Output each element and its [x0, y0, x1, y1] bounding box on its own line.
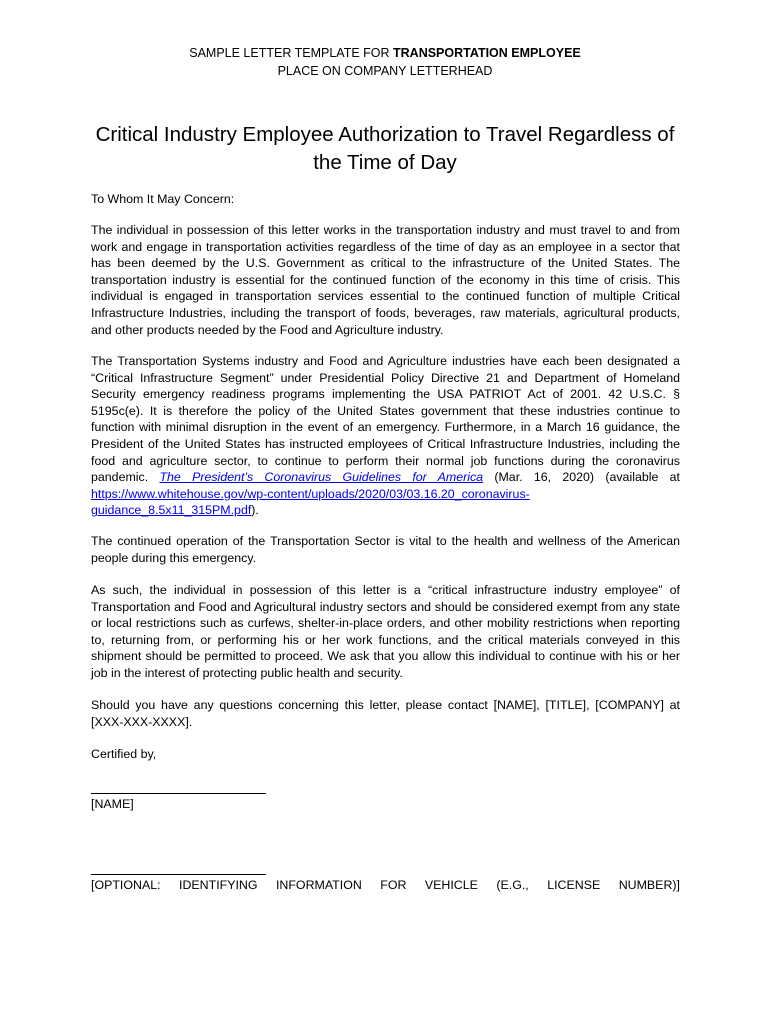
letter-title: Critical Industry Employee Authorization to Travel Regardless of the Time of Day: [95, 123, 675, 174]
signature-name: [NAME]: [91, 797, 134, 811]
optional-word: (E.G.,: [496, 878, 529, 892]
whitehouse-url-link[interactable]: https://www.whitehouse.gov/wp-content/uploads/2020/03/03.16.20_coronavirus-guidance_8.5x11_315PM.pdf: [91, 486, 530, 518]
paragraph-4: As such, the individual in possession of this letter is a “critical infrastructure industry employee” of Transportation and Food and Agricultural industry sectors and should be considered exempt from any state or local restrictions such as curfews, shelter-in-place orders, and other mobility restrictions when reporting to, returning from, or performing his or her work functions, and the critical materials conveyed in this shipment should be permitted to proceed. We ask that you allow this individual to continue with his or her job in the interest of protecting public health and security.: [91, 583, 680, 680]
optional-word: NUMBER)]: [618, 878, 680, 892]
salutation: To Whom It May Concern:: [91, 192, 235, 206]
paragraph-5-contact: Should you have any questions concerning this letter, please contact [NAME], [TITLE], [COMPANY] at [XXX-XXX-XXXX].: [91, 698, 680, 729]
guidelines-link[interactable]: The President’s Coronavirus Guidelines for America: [159, 470, 484, 485]
header-line1-prefix: SAMPLE LETTER TEMPLATE FOR: [189, 46, 393, 60]
optional-word: INFORMATION: [275, 878, 362, 892]
vehicle-info-line: [91, 874, 266, 875]
optional-word: LICENSE: [547, 878, 601, 892]
optional-vehicle-info: [91, 877, 680, 893]
paragraph-3: The continued operation of the Transportation Sector is vital to the health and wellness of the American people during this emergency.: [91, 534, 680, 565]
closing-certified-by: Certified by,: [91, 747, 157, 761]
paragraph-1: The individual in possession of this letter works in the transportation industry and must travel to and from work and engage in transportation activities regardless of the time of day as an employee in a sector that has been deemed by the U.S. Government as critical to the infrastructure of the United States. The transportation industry is essential for the continued function of the economy in this time of crisis. This individual is engaged in transportation services essential to the continued function of multiple Critical Infrastructure Industries, including the transport of foods, beverages, raw materials, agricultural products, and other products needed by the Food and Agriculture industry.: [91, 223, 680, 337]
optional-word: VEHICLE: [424, 878, 478, 892]
paragraph-2-end: ).: [251, 503, 259, 518]
template-header: [0, 45, 770, 62]
header-line1-bold: TRANSPORTATION EMPLOYEE: [393, 46, 581, 60]
paragraph-2-text: The Transportation Systems industry and Food and Agriculture industries have each been designated a “Critical Infrastructure Segment” under Presidential Policy Directive 21 and Department of Homeland Security emergency readiness programs implementing the USA PATRIOT Act of 2001. 42 U.S.C. § 5195c(e). It is therefore the policy of the United States government that these industries continue to function with minimal disruption in the event of an emergency. Furthermore, in a March 16 guidance, the President of the United States has instructed employees of Critical Infrastructure Industries, including the food and agriculture sector, to continue to perform their normal job functions during the coronavirus pandemic.: [91, 354, 680, 485]
paragraph-2: [91, 353, 680, 519]
optional-word: FOR: [380, 878, 407, 892]
optional-word: [OPTIONAL:: [91, 878, 161, 892]
optional-word: IDENTIFYING: [179, 878, 258, 892]
paragraph-2-middle: (Mar. 16, 2020) (available at: [483, 470, 680, 485]
signature-line: [91, 793, 266, 794]
letterhead-instruction: PLACE ON COMPANY LETTERHEAD: [277, 64, 493, 78]
